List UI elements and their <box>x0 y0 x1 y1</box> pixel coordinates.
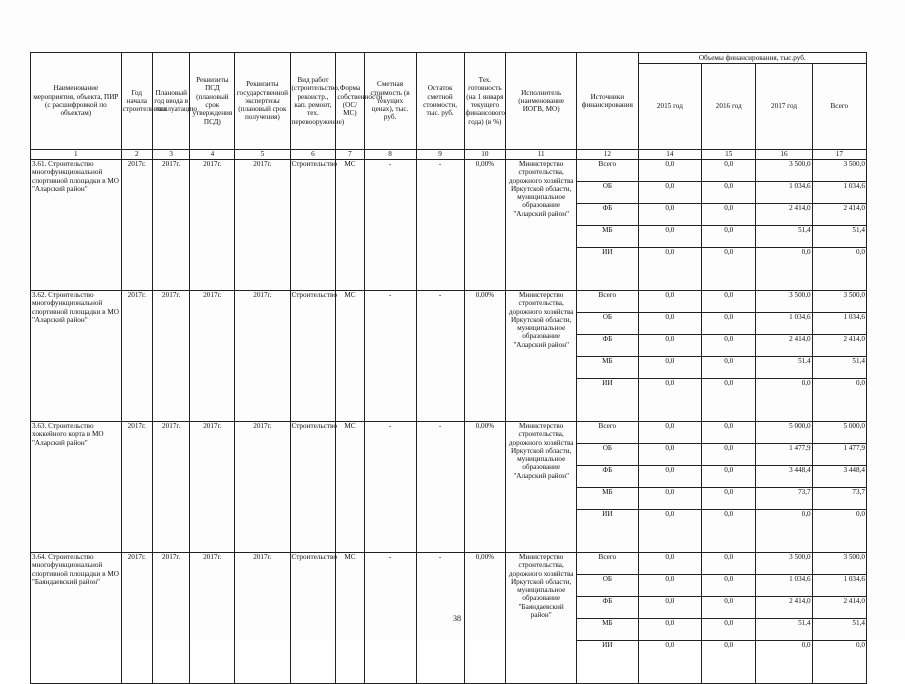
amount-2015: 0,0 <box>638 357 702 379</box>
object-name: 3.63. Строительство хоккейного корта в МО "Аларский район" <box>31 422 122 553</box>
amount-2016: 0,0 <box>702 226 756 248</box>
col-number: 14 <box>638 150 702 160</box>
readiness: 0,00% <box>464 553 506 684</box>
amount-2017: 51,4 <box>756 226 812 248</box>
amount-2016: 0,0 <box>702 641 756 684</box>
header-remaining: Остаток сметной стоимости, тыс. руб. <box>416 53 464 150</box>
funding-source: МБ <box>577 357 638 379</box>
amount-2016: 0,0 <box>702 444 756 466</box>
table-row <box>31 553 867 575</box>
object-name: 3.61. Строительство многофункциональной спортивной площадки в МО "Аларский район" <box>31 160 122 291</box>
table-row <box>31 160 867 182</box>
amount-total: 1 034,6 <box>812 313 866 335</box>
amount-2015: 0,0 <box>638 510 702 553</box>
amount-2016: 0,0 <box>702 182 756 204</box>
psd-date: 2017г. <box>190 291 235 422</box>
header-2017: 2017 год <box>756 64 812 150</box>
amount-2017: 3 500,0 <box>756 160 812 182</box>
header-plan-year: Плановый год ввода в эксплуатацию <box>152 53 190 150</box>
plan-year: 2017г. <box>152 422 190 553</box>
ownership: МС <box>336 553 364 684</box>
amount-total: 3 500,0 <box>812 160 866 182</box>
amount-2016: 0,0 <box>702 160 756 182</box>
amount-2015: 0,0 <box>638 619 702 641</box>
remaining-cost: - <box>416 422 464 553</box>
header-name: Наименование мероприятия, объекта, ПИР (с расшифровкой по объектам) <box>31 53 122 150</box>
col-number: 9 <box>416 150 464 160</box>
funding-source: ОБ <box>577 182 638 204</box>
amount-2017: 1 034,6 <box>756 313 812 335</box>
amount-total: 5 000,0 <box>812 422 866 444</box>
funding-source: ОБ <box>577 313 638 335</box>
header-cost: Сметная стоимость (в текущих ценах), тыс. руб. <box>364 53 416 150</box>
funding-source: Всего <box>577 160 638 182</box>
financing-table <box>30 52 867 684</box>
amount-2015: 0,0 <box>638 226 702 248</box>
expertise-date: 2017г. <box>235 160 290 291</box>
amount-2016: 0,0 <box>702 510 756 553</box>
start-year: 2017г. <box>121 553 152 684</box>
header-ownership: Форма собственности (ОС/МС) <box>336 53 364 150</box>
amount-2017: 51,4 <box>756 357 812 379</box>
executor: Министерство строительства, дорожного хозяйства Иркутской области, муниципальное образование "Аларский район" <box>506 422 577 553</box>
amount-total: 1 034,6 <box>812 575 866 597</box>
estimated-cost: - <box>364 291 416 422</box>
amount-2017: 5 000,0 <box>756 422 812 444</box>
funding-source: ИИ <box>577 641 638 684</box>
amount-2016: 0,0 <box>702 379 756 422</box>
amount-2017: 51,4 <box>756 619 812 641</box>
amount-2016: 0,0 <box>702 313 756 335</box>
table-row <box>31 422 867 444</box>
amount-2017: 1 034,6 <box>756 182 812 204</box>
col-number: 16 <box>756 150 812 160</box>
funding-source: Всего <box>577 422 638 444</box>
amount-2017: 2 414,0 <box>756 597 812 619</box>
amount-total: 2 414,0 <box>812 204 866 226</box>
header-executor: Исполнитель (наименование ИОГВ, МО) <box>506 53 577 150</box>
funding-source: Всего <box>577 553 638 575</box>
amount-2017: 0,0 <box>756 641 812 684</box>
amount-2015: 0,0 <box>638 182 702 204</box>
amount-2017: 2 414,0 <box>756 204 812 226</box>
col-number: 17 <box>812 150 866 160</box>
remaining-cost: - <box>416 553 464 684</box>
executor: Министерство строительства, дорожного хозяйства Иркутской области, муниципальное образование "Аларский район" <box>506 160 577 291</box>
col-number: 11 <box>506 150 577 160</box>
table-body <box>31 160 867 684</box>
work-type: Строительство <box>290 160 336 291</box>
col-number: 7 <box>336 150 364 160</box>
amount-2015: 0,0 <box>638 248 702 291</box>
col-number: 3 <box>152 150 190 160</box>
table-header <box>31 53 867 160</box>
amount-2017: 3 448,4 <box>756 466 812 488</box>
column-numbers-row <box>31 150 867 160</box>
psd-date: 2017г. <box>190 160 235 291</box>
amount-total: 51,4 <box>812 619 866 641</box>
funding-source: МБ <box>577 488 638 510</box>
remaining-cost: - <box>416 291 464 422</box>
readiness: 0,00% <box>464 160 506 291</box>
amount-2017: 73,7 <box>756 488 812 510</box>
start-year: 2017г. <box>121 422 152 553</box>
amount-2017: 0,0 <box>756 379 812 422</box>
amount-2017: 0,0 <box>756 248 812 291</box>
amount-total: 73,7 <box>812 488 866 510</box>
start-year: 2017г. <box>121 160 152 291</box>
amount-2017: 3 500,0 <box>756 553 812 575</box>
start-year: 2017г. <box>121 291 152 422</box>
amount-2017: 2 414,0 <box>756 335 812 357</box>
plan-year: 2017г. <box>152 553 190 684</box>
executor: Министерство строительства, дорожного хозяйства Иркутской области, муниципальное образование "Аларский район" <box>506 291 577 422</box>
funding-source: ФБ <box>577 335 638 357</box>
amount-2015: 0,0 <box>638 597 702 619</box>
plan-year: 2017г. <box>152 160 190 291</box>
amount-2017: 0,0 <box>756 510 812 553</box>
amount-2015: 0,0 <box>638 444 702 466</box>
header-work-type: Вид работ (строительство, реконстр., кап. ремонт, тех. перевооружение) <box>290 53 336 150</box>
work-type: Строительство <box>290 291 336 422</box>
amount-2016: 0,0 <box>702 291 756 313</box>
psd-date: 2017г. <box>190 422 235 553</box>
col-number: 4 <box>190 150 235 160</box>
page-number: 38 <box>453 614 461 623</box>
funding-source: ИИ <box>577 248 638 291</box>
plan-year: 2017г. <box>152 291 190 422</box>
amount-total: 3 500,0 <box>812 553 866 575</box>
ownership: МС <box>336 160 364 291</box>
amount-2016: 0,0 <box>702 466 756 488</box>
funding-source: ФБ <box>577 466 638 488</box>
amount-total: 3 500,0 <box>812 291 866 313</box>
funding-source: Всего <box>577 291 638 313</box>
amount-2017: 3 500,0 <box>756 291 812 313</box>
work-type: Строительство <box>290 553 336 684</box>
funding-source: МБ <box>577 226 638 248</box>
amount-2016: 0,0 <box>702 204 756 226</box>
amount-2015: 0,0 <box>638 422 702 444</box>
amount-total: 51,4 <box>812 357 866 379</box>
amount-total: 1 477,9 <box>812 444 866 466</box>
amount-2015: 0,0 <box>638 204 702 226</box>
amount-total: 1 034,6 <box>812 182 866 204</box>
funding-source: ФБ <box>577 597 638 619</box>
col-number: 12 <box>577 150 638 160</box>
amount-2016: 0,0 <box>702 335 756 357</box>
psd-date: 2017г. <box>190 553 235 684</box>
amount-2016: 0,0 <box>702 597 756 619</box>
executor: Министерство строительства, дорожного хозяйства Иркутской области, муниципальное образование "Баяндаевский район" <box>506 553 577 684</box>
amount-total: 2 414,0 <box>812 335 866 357</box>
amount-total: 2 414,0 <box>812 597 866 619</box>
amount-2015: 0,0 <box>638 291 702 313</box>
amount-2015: 0,0 <box>638 553 702 575</box>
estimated-cost: - <box>364 553 416 684</box>
amount-2016: 0,0 <box>702 248 756 291</box>
estimated-cost: - <box>364 422 416 553</box>
header-readiness: Тех. готовность (на 1 января текущего финансового года) (в %) <box>464 53 506 150</box>
col-number: 5 <box>235 150 290 160</box>
object-name: 3.62. Строительство многофункциональной спортивной площадки в МО "Аларский район" <box>31 291 122 422</box>
amount-2015: 0,0 <box>638 160 702 182</box>
amount-2016: 0,0 <box>702 553 756 575</box>
amount-2016: 0,0 <box>702 422 756 444</box>
header-volumes: Объемы финансирования, тыс.руб. <box>638 53 866 64</box>
readiness: 0,00% <box>464 291 506 422</box>
amount-2015: 0,0 <box>638 379 702 422</box>
readiness: 0,00% <box>464 422 506 553</box>
col-number: 8 <box>364 150 416 160</box>
amount-2017: 1 477,9 <box>756 444 812 466</box>
header-2015: 2015 год <box>638 64 702 150</box>
expertise-date: 2017г. <box>235 291 290 422</box>
object-name: 3.64. Строительство многофункциональной спортивной площадки в МО "Баяндаевский район" <box>31 553 122 684</box>
amount-total: 0,0 <box>812 641 866 684</box>
amount-total: 0,0 <box>812 510 866 553</box>
header-sources: Источники финансирования <box>577 53 638 150</box>
table-row <box>31 291 867 313</box>
col-number: 1 <box>31 150 122 160</box>
amount-2015: 0,0 <box>638 313 702 335</box>
header-2016: 2016 год <box>702 64 756 150</box>
funding-source: ОБ <box>577 575 638 597</box>
funding-source: ИИ <box>577 379 638 422</box>
expertise-date: 2017г. <box>235 553 290 684</box>
funding-source: ФБ <box>577 204 638 226</box>
col-number: 2 <box>121 150 152 160</box>
amount-2015: 0,0 <box>638 641 702 684</box>
header-total: Всего <box>812 64 866 150</box>
ownership: МС <box>336 291 364 422</box>
amount-2015: 0,0 <box>638 335 702 357</box>
amount-total: 3 448,4 <box>812 466 866 488</box>
col-number: 6 <box>290 150 336 160</box>
amount-2016: 0,0 <box>702 619 756 641</box>
header-start-year: Год начала строительства <box>121 53 152 150</box>
col-number: 10 <box>464 150 506 160</box>
funding-source: ИИ <box>577 510 638 553</box>
work-type: Строительство <box>290 422 336 553</box>
header-expertise: Реквизиты государственной экспертизы (плановый срок получения) <box>235 53 290 150</box>
remaining-cost: - <box>416 160 464 291</box>
amount-total: 0,0 <box>812 248 866 291</box>
amount-total: 51,4 <box>812 226 866 248</box>
amount-2016: 0,0 <box>702 357 756 379</box>
estimated-cost: - <box>364 160 416 291</box>
header-psd: Реквизиты ПСД (плановый срок утверждения ПСД) <box>190 53 235 150</box>
amount-2016: 0,0 <box>702 575 756 597</box>
funding-source: МБ <box>577 619 638 641</box>
ownership: МС <box>336 422 364 553</box>
col-number: 15 <box>702 150 756 160</box>
amount-2016: 0,0 <box>702 488 756 510</box>
funding-source: ОБ <box>577 444 638 466</box>
amount-2015: 0,0 <box>638 575 702 597</box>
amount-2015: 0,0 <box>638 466 702 488</box>
amount-total: 0,0 <box>812 379 866 422</box>
amount-2017: 1 034,6 <box>756 575 812 597</box>
expertise-date: 2017г. <box>235 422 290 553</box>
amount-2015: 0,0 <box>638 488 702 510</box>
